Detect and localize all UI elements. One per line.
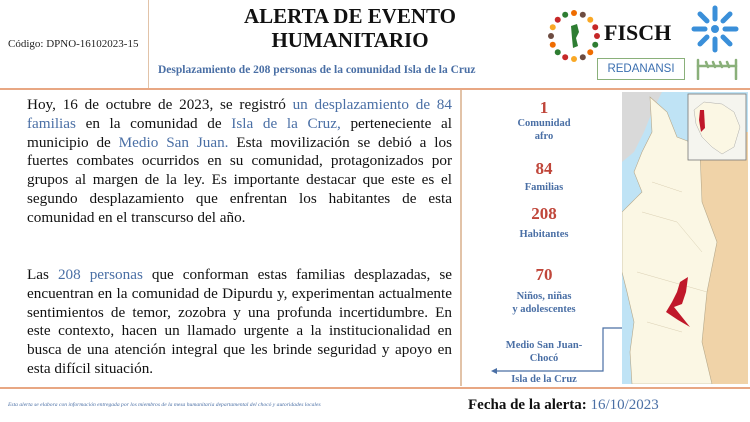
logo-figure	[550, 42, 556, 48]
text-run: en la comunidad de	[75, 114, 232, 132]
alert-body	[0, 90, 462, 386]
alert-date-label: Fecha de la alerta:	[468, 397, 587, 413]
text-run: Hoy, 16 de octubre de 2023, se registró	[27, 96, 293, 113]
stat-label: afro	[534, 131, 554, 142]
title-line-1: ALERTA DE EVENTO	[243, 4, 457, 28]
logo-figure	[571, 10, 577, 16]
map-pointer-line	[490, 325, 625, 375]
stat-value: 70	[535, 265, 553, 284]
alert-date-value: 16/10/2023	[590, 397, 659, 413]
logo-figure	[580, 12, 586, 18]
fence-logo-icon	[694, 58, 740, 80]
stat-label: Familias	[524, 182, 564, 193]
network-logo-icon	[545, 8, 603, 64]
municipality-name: Medio San Juan-	[505, 340, 583, 351]
logo-figure	[562, 12, 568, 18]
paragraph-event	[27, 96, 452, 228]
page-subtitle: Desplazamiento de 208 personas de la comunidad Isla de la Cruz	[158, 64, 476, 76]
stat-value: 84	[535, 159, 553, 178]
stat-families	[484, 160, 604, 194]
logo-figure	[592, 24, 598, 30]
text-run: Las	[27, 266, 58, 283]
logo-figure	[587, 17, 593, 23]
burst-logo-icon	[690, 4, 740, 54]
department-name: Chocó	[529, 353, 559, 364]
stat-inhabitants	[484, 205, 604, 241]
logo-figure	[594, 33, 600, 39]
logo-figure	[580, 54, 586, 60]
alert-date	[468, 397, 659, 414]
stat-value: 1	[539, 98, 549, 117]
stat-label: Niños, niñas	[516, 291, 572, 302]
document-code: Código: DPNO-16102023-15	[8, 38, 139, 50]
stat-label: Comunidad	[517, 118, 571, 129]
location-map	[622, 92, 748, 384]
text-run: perteneciente al municipio de	[27, 114, 453, 151]
title-line-2: HUMANITARIO	[271, 28, 429, 52]
logo-figure	[555, 49, 561, 55]
stat-children	[484, 266, 604, 316]
logo-figure	[571, 56, 577, 62]
logo-figure	[592, 42, 598, 48]
footer-rule	[0, 387, 750, 389]
highlight-municipality: Medio San Juan.	[118, 133, 229, 151]
community-name: Isla de la Cruz	[511, 374, 577, 385]
logo-figure	[562, 54, 568, 60]
stat-community	[484, 99, 604, 143]
logo-figure	[550, 24, 556, 30]
highlight-community: Isla de la Cruz,	[231, 114, 341, 132]
logo-figure	[587, 49, 593, 55]
paragraph-situation	[27, 266, 452, 379]
page-title	[230, 4, 470, 52]
stat-label: Habitantes	[519, 229, 569, 240]
stat-value: 208	[531, 204, 557, 223]
source-note: Esta alerta se elabora con información entregada por los miembros de la mesa humanitaria departamental del chocó y autoridades locales	[8, 402, 321, 408]
highlight-persons: 208 personas	[57, 266, 143, 283]
fisch-logo: FISCH	[604, 20, 672, 45]
text-run: Esta movilización se debió a los fuertes combates ocurridos en su comunidad, protagonizados por grupos al margen de la ley. Es importante destacar que este es el segundo desplazamiento que enfrentan los habitantes de esta comunidad en el transcurso del año.	[27, 133, 452, 226]
logo-figure	[555, 17, 561, 23]
header-divider	[148, 0, 149, 88]
logo-figure	[548, 33, 554, 39]
stat-label: y adolescentes	[512, 304, 576, 315]
highlight-displacement: un desplazamiento de 84 familias	[27, 96, 452, 132]
redanansi-logo: REDANANSI	[597, 58, 685, 80]
text-run: que conforman estas familias desplazadas, se encuentran en la comunidad de Dipurdu y, experimentan actualmente sentimientos de temor, zozobra y una profunda incertidumbre. En este contexto, hacen un llamado urgente a la institucionalidad en busca de una atención integral que les brinde seguridad y apoyo en esta difícil situación.	[27, 266, 452, 377]
